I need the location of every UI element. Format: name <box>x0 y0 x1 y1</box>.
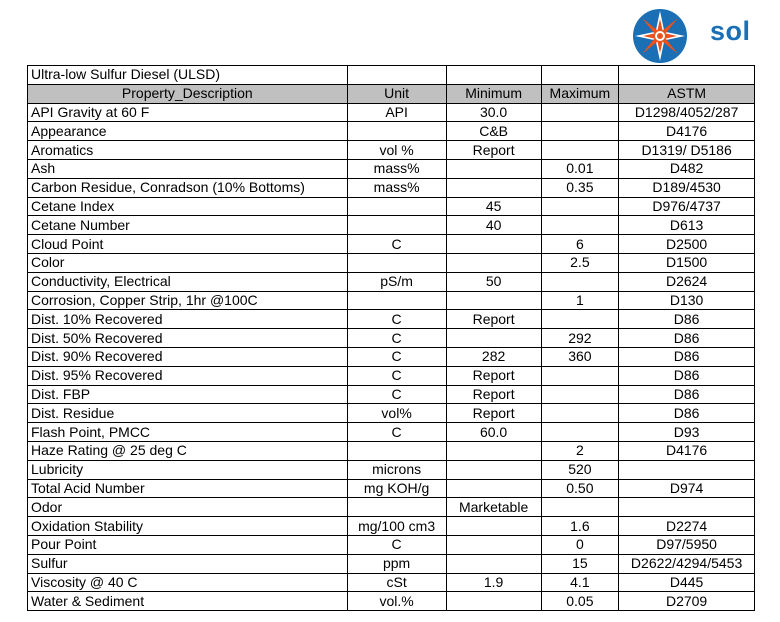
maximum-cell: 6 <box>541 235 619 254</box>
minimum-cell <box>446 178 541 197</box>
astm-cell: D130 <box>619 291 755 310</box>
property-cell: Appearance <box>28 122 348 141</box>
unit-cell: C <box>347 235 446 254</box>
minimum-cell <box>446 291 541 310</box>
minimum-cell: Report <box>446 141 541 160</box>
unit-cell <box>347 197 446 216</box>
property-cell: Viscosity @ 40 C <box>28 573 348 592</box>
astm-cell: D93 <box>619 423 755 442</box>
astm-cell: D976/4737 <box>619 197 755 216</box>
property-cell: Odor <box>28 498 348 517</box>
property-cell: Ash <box>28 159 348 178</box>
unit-cell: C <box>347 310 446 329</box>
minimum-cell: Report <box>446 310 541 329</box>
astm-cell: D86 <box>619 385 755 404</box>
property-cell: Sulfur <box>28 554 348 573</box>
minimum-cell: 60.0 <box>446 423 541 442</box>
astm-cell: D86 <box>619 347 755 366</box>
astm-cell <box>619 498 755 517</box>
astm-cell: D189/4530 <box>619 178 755 197</box>
table-row <box>28 235 755 254</box>
property-cell: Dist. 90% Recovered <box>28 347 348 366</box>
property-cell: Pour Point <box>28 535 348 554</box>
minimum-cell <box>446 479 541 498</box>
maximum-cell <box>541 404 619 423</box>
property-cell: Corrosion, Copper Strip, 1hr @100C <box>28 291 348 310</box>
unit-cell <box>347 498 446 517</box>
table-row <box>28 178 755 197</box>
maximum-cell: 0.05 <box>541 592 619 611</box>
maximum-cell: 0.50 <box>541 479 619 498</box>
table-row <box>28 159 755 178</box>
table-row <box>28 423 755 442</box>
astm-cell: D1298/4052/287 <box>619 103 755 122</box>
property-cell: Flash Point, PMCC <box>28 423 348 442</box>
astm-cell: D97/5950 <box>619 535 755 554</box>
table-row <box>28 573 755 592</box>
minimum-cell: Report <box>446 366 541 385</box>
table-row <box>28 253 755 272</box>
unit-cell: C <box>347 347 446 366</box>
maximum-cell: 1.6 <box>541 517 619 536</box>
unit-cell: ppm <box>347 554 446 573</box>
maximum-cell: 0.01 <box>541 159 619 178</box>
astm-cell: D4176 <box>619 441 755 460</box>
table-row <box>28 329 755 348</box>
table-row <box>28 460 755 479</box>
unit-cell: pS/m <box>347 272 446 291</box>
spec-table <box>27 65 755 611</box>
minimum-cell: 50 <box>446 272 541 291</box>
minimum-cell <box>446 329 541 348</box>
maximum-cell: 0.35 <box>541 178 619 197</box>
property-cell: Cetane Number <box>28 216 348 235</box>
maximum-cell <box>541 272 619 291</box>
header-maximum: Maximum <box>541 84 619 103</box>
table-row <box>28 216 755 235</box>
title-blank-cell <box>446 66 541 85</box>
astm-cell: D445 <box>619 573 755 592</box>
unit-cell: API <box>347 103 446 122</box>
minimum-cell: 1.9 <box>446 573 541 592</box>
sol-logo <box>630 6 770 62</box>
property-cell: Oxidation Stability <box>28 517 348 536</box>
minimum-cell: 30.0 <box>446 103 541 122</box>
astm-cell: D86 <box>619 329 755 348</box>
minimum-cell: Report <box>446 385 541 404</box>
minimum-cell: C&B <box>446 122 541 141</box>
header-unit: Unit <box>347 84 446 103</box>
minimum-cell <box>446 159 541 178</box>
header-row <box>28 84 755 103</box>
minimum-cell <box>446 535 541 554</box>
property-cell: Total Acid Number <box>28 479 348 498</box>
property-cell: Color <box>28 253 348 272</box>
property-cell: Haze Rating @ 25 deg C <box>28 441 348 460</box>
property-cell: Carbon Residue, Conradson (10% Bottoms) <box>28 178 348 197</box>
header-minimum: Minimum <box>446 84 541 103</box>
property-cell: Dist. 10% Recovered <box>28 310 348 329</box>
property-cell: Cloud Point <box>28 235 348 254</box>
property-cell: Lubricity <box>28 460 348 479</box>
unit-cell <box>347 441 446 460</box>
header-astm: ASTM <box>619 84 755 103</box>
maximum-cell <box>541 366 619 385</box>
unit-cell: C <box>347 535 446 554</box>
minimum-cell <box>446 235 541 254</box>
unit-cell: C <box>347 385 446 404</box>
unit-cell: mg KOH/g <box>347 479 446 498</box>
title-row <box>28 66 755 85</box>
astm-cell: D4176 <box>619 122 755 141</box>
astm-cell: D1500 <box>619 253 755 272</box>
minimum-cell: 282 <box>446 347 541 366</box>
maximum-cell <box>541 423 619 442</box>
minimum-cell: Report <box>446 404 541 423</box>
maximum-cell: 15 <box>541 554 619 573</box>
minimum-cell <box>446 554 541 573</box>
unit-cell: cSt <box>347 573 446 592</box>
sun-star-icon <box>630 6 690 66</box>
minimum-cell: Marketable <box>446 498 541 517</box>
unit-cell: mg/100 cm3 <box>347 517 446 536</box>
table-row <box>28 197 755 216</box>
astm-cell: D86 <box>619 404 755 423</box>
property-cell: Aromatics <box>28 141 348 160</box>
unit-cell <box>347 291 446 310</box>
title-blank-cell <box>619 66 755 85</box>
astm-cell: D2622/4294/5453 <box>619 554 755 573</box>
property-cell: Conductivity, Electrical <box>28 272 348 291</box>
astm-cell: D1319/ D5186 <box>619 141 755 160</box>
maximum-cell: 520 <box>541 460 619 479</box>
title-blank-cell <box>347 66 446 85</box>
maximum-cell <box>541 141 619 160</box>
table-row <box>28 347 755 366</box>
astm-cell: D482 <box>619 159 755 178</box>
document-title: Ultra-low Sulfur Diesel (ULSD) <box>28 66 348 85</box>
property-cell: Cetane Index <box>28 197 348 216</box>
astm-cell: D2274 <box>619 517 755 536</box>
unit-cell: mass% <box>347 178 446 197</box>
astm-cell <box>619 460 755 479</box>
brand-name: sol <box>710 16 751 46</box>
maximum-cell: 0 <box>541 535 619 554</box>
table-row <box>28 554 755 573</box>
table-row <box>28 272 755 291</box>
table-row <box>28 141 755 160</box>
minimum-cell <box>446 441 541 460</box>
unit-cell: microns <box>347 460 446 479</box>
minimum-cell: 40 <box>446 216 541 235</box>
unit-cell: mass% <box>347 159 446 178</box>
maximum-cell <box>541 216 619 235</box>
maximum-cell: 2 <box>541 441 619 460</box>
astm-cell: D86 <box>619 366 755 385</box>
maximum-cell <box>541 197 619 216</box>
maximum-cell: 360 <box>541 347 619 366</box>
maximum-cell: 1 <box>541 291 619 310</box>
minimum-cell: 45 <box>446 197 541 216</box>
unit-cell <box>347 253 446 272</box>
table-row <box>28 310 755 329</box>
maximum-cell <box>541 103 619 122</box>
minimum-cell <box>446 253 541 272</box>
unit-cell: C <box>347 366 446 385</box>
maximum-cell: 2.5 <box>541 253 619 272</box>
table-row <box>28 122 755 141</box>
unit-cell: vol.% <box>347 592 446 611</box>
table-row <box>28 385 755 404</box>
maximum-cell <box>541 310 619 329</box>
unit-cell: vol % <box>347 141 446 160</box>
property-cell: Dist. 95% Recovered <box>28 366 348 385</box>
minimum-cell <box>446 517 541 536</box>
astm-cell: D974 <box>619 479 755 498</box>
title-blank-cell <box>541 66 619 85</box>
table-row <box>28 517 755 536</box>
astm-cell: D86 <box>619 310 755 329</box>
table-row <box>28 535 755 554</box>
header-property: Property_Description <box>28 84 348 103</box>
astm-cell: D2500 <box>619 235 755 254</box>
unit-cell: C <box>347 329 446 348</box>
maximum-cell <box>541 385 619 404</box>
unit-cell <box>347 122 446 141</box>
table-row <box>28 498 755 517</box>
minimum-cell <box>446 460 541 479</box>
property-cell: Water & Sediment <box>28 592 348 611</box>
property-cell: API Gravity at 60 F <box>28 103 348 122</box>
table-row <box>28 441 755 460</box>
property-cell: Dist. FBP <box>28 385 348 404</box>
table-row <box>28 404 755 423</box>
unit-cell <box>347 216 446 235</box>
table-row <box>28 291 755 310</box>
table-row <box>28 592 755 611</box>
table-row <box>28 103 755 122</box>
maximum-cell <box>541 122 619 141</box>
astm-cell: D613 <box>619 216 755 235</box>
table-row <box>28 366 755 385</box>
astm-cell: D2709 <box>619 592 755 611</box>
maximum-cell <box>541 498 619 517</box>
astm-cell: D2624 <box>619 272 755 291</box>
unit-cell: C <box>347 423 446 442</box>
unit-cell: vol% <box>347 404 446 423</box>
property-cell: Dist. Residue <box>28 404 348 423</box>
minimum-cell <box>446 592 541 611</box>
table-row <box>28 479 755 498</box>
maximum-cell: 4.1 <box>541 573 619 592</box>
property-cell: Dist. 50% Recovered <box>28 329 348 348</box>
maximum-cell: 292 <box>541 329 619 348</box>
